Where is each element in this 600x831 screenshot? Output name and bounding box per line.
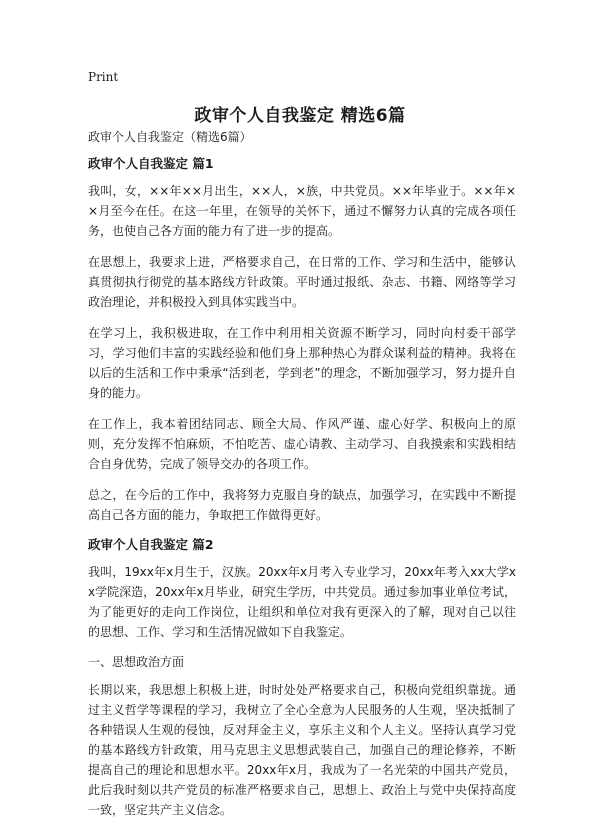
paragraph: 在工作上，我本着团结同志、顾全大局、作风严谨、虚心好学、积极向上的原则，充分发挥不怕麻烦，不怕吃苦、虚心请教、主动学习、自我摸索和实践相结合自身优势，完成了领导交办的各项工作。 xyxy=(88,417,516,471)
page-title: 政审个人自我鉴定 精选6篇 xyxy=(194,106,406,126)
section-heading-2: 政审个人自我鉴定 篇2 xyxy=(88,537,214,552)
document-subtitle: 政审个人自我鉴定（精选6篇） xyxy=(88,130,252,144)
paragraph: 我叫，女，××年××月出生，××人，×族，中共党员。××年毕业于。××年××月至今在任。在这一年里，在领导的关怀下，通过不懈努力认真的完成各项任务，也使自己各方面的能力有了进一步的提高。 xyxy=(88,184,516,238)
section-heading-1: 政审个人自我鉴定 篇1 xyxy=(88,156,214,171)
document-body xyxy=(88,128,516,831)
paragraph: 在学习上，我积极进取，在工作中利用相关资源不断学习，同时向村委干部学习，学习他们丰富的实践经验和他们身上那种热心为群众谋利益的精神。我将在以后的生活和工作中秉承“活到老，学到老”的理念，不断加强学习，努力提升自身的能力。 xyxy=(88,326,516,400)
print-link[interactable]: Print xyxy=(88,70,119,84)
paragraph: 总之，在今后的工作中，我将努力克服自身的缺点，加强学习，在实践中不断提高自己各方面的能力，争取把工作做得更好。 xyxy=(88,488,516,522)
subsection-heading: 一、思想政治方面 xyxy=(88,655,185,669)
paragraph: 长期以来，我思想上积极上进，时时处处严格要求自己，积极向党组织靠拢。通过主义哲学等课程的学习，我树立了全心全意为人民服务的人生观，坚决抵制了各种错误人生观的侵蚀，反对拜金主义，享乐主义和个人主义。坚持认真学习党的基本路线方针政策，用马克思主义思想武装自己，加强自己的理论修养，不断提高自己的理论和思想水平。20xx年x月，我成为了一名光荣的中国共产党员，此后我时刻以共产党员的标准严格要求自己，思想上、政治上与党中央保持高度一致，坚定共产主义信念。 xyxy=(88,683,516,817)
paragraph: 我叫，19xx年x月生于，汉族。20xx年x月考入专业学习，20xx年考入xx大学xx学院深造，20xx年x月毕业，研究生学历，中共党员。通过参加事业单位考试，为了能更好的走向工作岗位，让组织和单位对我有更深入的了解，现对自己以往的思想、工作、学习和生活情况做如下自我鉴定。 xyxy=(88,565,516,639)
paragraph: 在思想上，我要求上进，严格要求自己，在日常的工作、学习和生活中，能够认真贯彻执行彻党的基本路线方针政策。平时通过报纸、杂志、书籍、网络等学习政治理论，并积极投入到具体实践当中。 xyxy=(88,255,516,309)
